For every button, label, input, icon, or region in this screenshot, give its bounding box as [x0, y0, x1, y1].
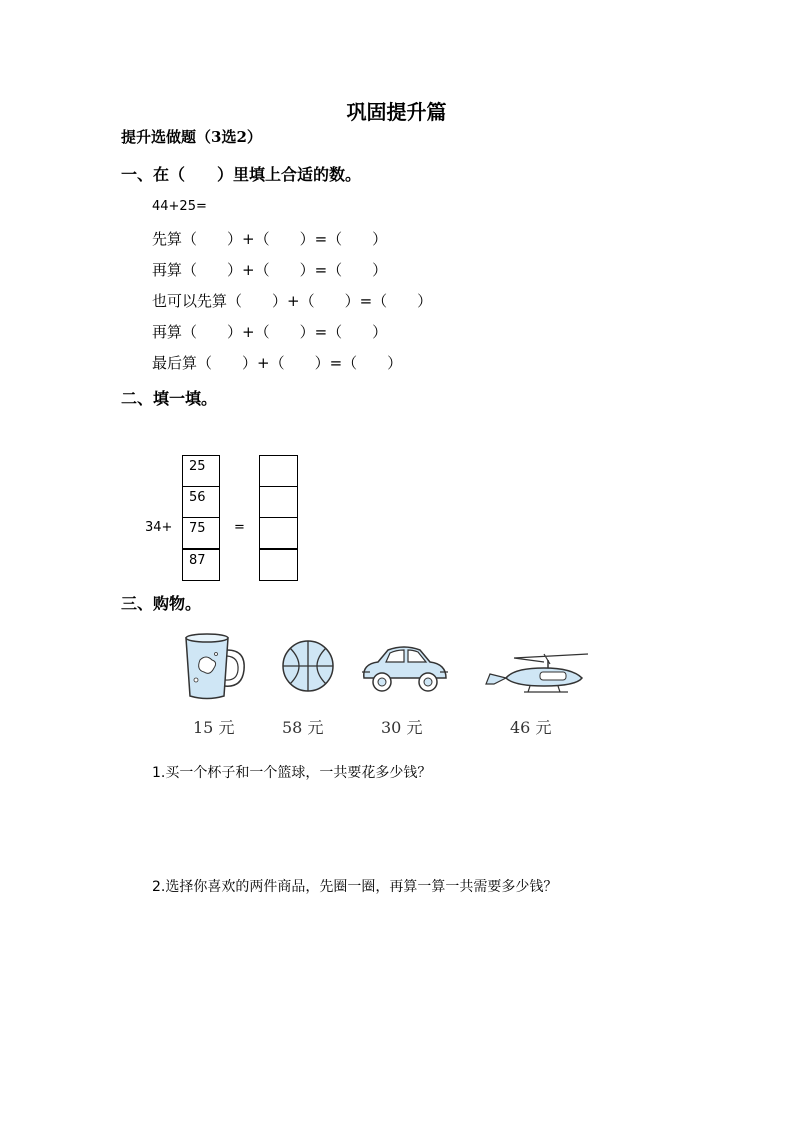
answer-cell[interactable]	[259, 549, 298, 581]
step-line-5: 最后算（ ）+（ ）=（ ）	[152, 354, 403, 372]
expression: 44+25=	[152, 199, 207, 214]
page-title: 巩固提升篇	[346, 100, 447, 124]
helicopter-icon	[484, 652, 592, 694]
number-cell: 75	[182, 517, 220, 549]
step-line-2: 再算（ ）+（ ）=（ ）	[152, 261, 388, 279]
addend-label: 34+	[145, 520, 173, 535]
section1-heading: 一、在（ ）里填上合适的数。	[121, 165, 362, 184]
price-cup: 15 元	[193, 718, 235, 737]
equals-sign: =	[234, 520, 245, 535]
section2-heading: 二、填一填。	[121, 389, 218, 408]
answer-cell[interactable]	[259, 486, 298, 518]
cup-icon	[180, 632, 252, 702]
question-1: 1.买一个杯子和一个篮球，一共要花多少钱？	[152, 765, 432, 781]
car-icon	[358, 642, 452, 696]
basketball-icon	[280, 638, 336, 694]
number-cell: 87	[182, 549, 220, 581]
subtitle: 提升选做题（3选2）	[121, 128, 262, 146]
number-cell: 25	[182, 455, 220, 487]
price-car: 30 元	[381, 718, 423, 737]
answer-cell[interactable]	[259, 455, 298, 487]
step-line-3: 也可以先算（ ）+（ ）=（ ）	[152, 292, 433, 310]
step-line-1: 先算（ ）+（ ）=（ ）	[152, 230, 388, 248]
price-helicopter: 46 元	[510, 718, 552, 737]
price-basketball: 58 元	[282, 718, 324, 737]
section3-heading: 三、购物。	[121, 594, 202, 613]
question-2: 2.选择你喜欢的两件商品，先圈一圈，再算一算一共需要多少钱？	[152, 879, 558, 895]
answer-cell[interactable]	[259, 517, 298, 549]
number-cell: 56	[182, 486, 220, 518]
step-line-4: 再算（ ）+（ ）=（ ）	[152, 323, 388, 341]
